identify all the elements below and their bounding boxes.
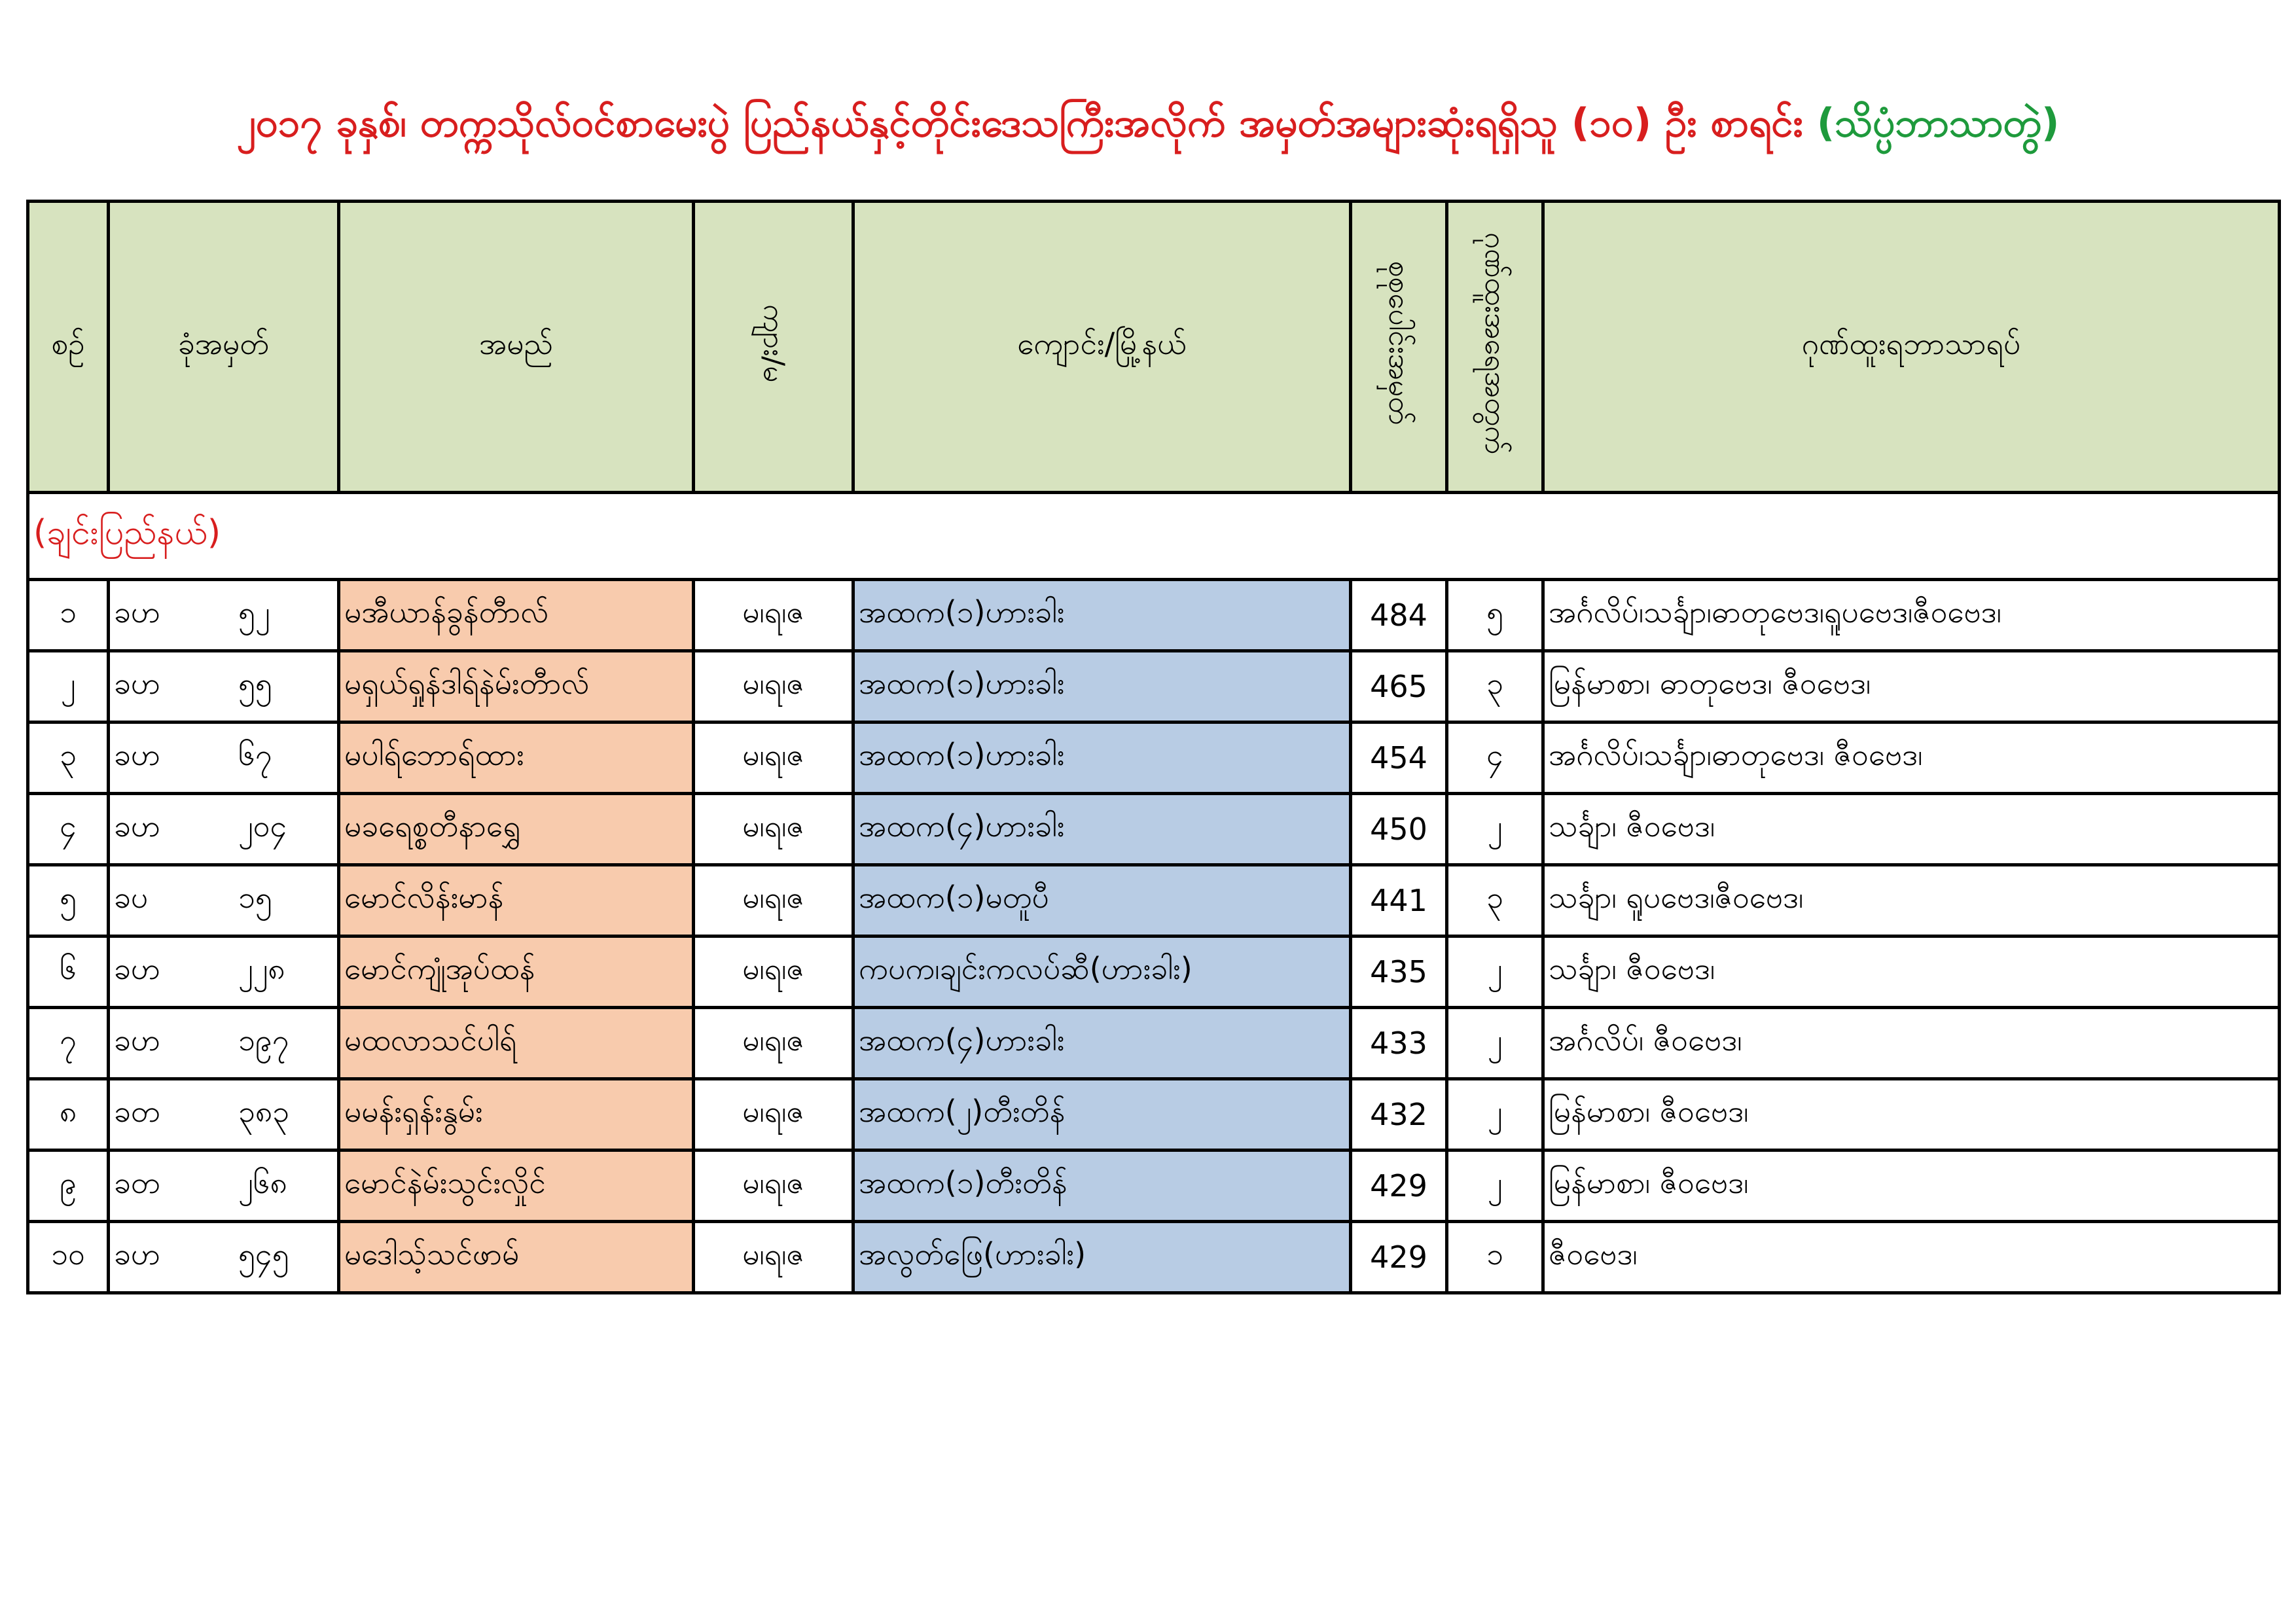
header-row [28,202,2280,493]
cell-distinctions: ၂ [1447,1150,1543,1222]
cell-school: အထက(၄)ဟားခါး [853,794,1351,865]
roll-number: ၁၉၇ [238,1022,289,1058]
cell-gender: မ၊ရ၊ဇ [694,580,853,651]
table-row [28,794,2280,865]
cell-name: မခရေစ္စတီနာရွှေ [339,794,694,865]
header-no: စဉ် [28,202,109,493]
table-row [28,1222,2280,1293]
cell-roll [109,722,339,794]
cell-gender: မ၊ရ၊ဇ [694,1079,853,1150]
cell-subjects: အင်္ဂလိပ်၊သင်္ချာ၊ဓာတုဗေဒ၊ရူပဗေဒ၊ဇီဝဗေဒ၊ [1543,580,2280,651]
cell-school: အထက(၁)မတူပီ [853,865,1351,936]
cell-name: မမန်းရှန်းနွမ်း [339,1079,694,1150]
cell-no: ၅ [28,865,109,936]
cell-gender: မ၊ရ၊ဇ [694,1222,853,1293]
cell-subjects: ဇီဝဗေဒ၊ [1543,1222,2280,1293]
cell-distinctions: ၂ [1447,1079,1543,1150]
cell-gender: မ၊ရ၊ဇ [694,865,853,936]
table-row [28,1079,2280,1150]
roll-number: ၅၂ [238,594,270,630]
cell-name: မောင်ကျုံအုပ်ထန် [339,936,694,1008]
cell-gender: မ၊ရ၊ဇ [694,1150,853,1222]
cell-total: 432 [1351,1079,1447,1150]
cell-distinctions: ၃ [1447,651,1543,722]
roll-prefix: ခဟ [114,1236,160,1272]
header-school: ကျောင်း/မြို့နယ် [853,202,1351,493]
roll-prefix: ခဟ [114,808,160,844]
header-total-label: စုစုပေါင်းအမှတ် [1382,261,1416,425]
cell-school: ကပက၊ချင်းကလပ်ဆီ(ဟားခါး) [853,936,1351,1008]
cell-no: ၁ [28,580,109,651]
results-table [26,200,2281,1294]
cell-roll [109,1079,339,1150]
roll-prefix: ခဟ [114,1022,160,1058]
cell-distinctions: ၄ [1447,722,1543,794]
roll-prefix: ခဟ [114,950,160,986]
roll-prefix: ခတ [114,1093,160,1129]
header-gender [694,202,853,493]
cell-school: အထက(၁)တီးတိန် [853,1150,1351,1222]
table-row [28,1150,2280,1222]
cell-subjects: သင်္ချာ၊ ရူပဗေဒ၊ဇီဝဗေဒ၊ [1543,865,2280,936]
table-row [28,580,2280,651]
cell-total: 484 [1351,580,1447,651]
roll-number: ၂၀၄ [238,808,287,844]
roll-number: ၃၈၃ [238,1093,290,1129]
table-row [28,936,2280,1008]
cell-name: မောင်နဲမ်းသွင်းလှိုင် [339,1150,694,1222]
cell-no: ၃ [28,722,109,794]
cell-roll [109,1222,339,1293]
section-row [28,493,2280,580]
header-distinctions [1447,202,1543,493]
cell-total: 454 [1351,722,1447,794]
cell-total: 441 [1351,865,1447,936]
header-distinctions-label: ဂုဏ်ထူးအရေအတွက် [1479,232,1512,455]
roll-prefix: ခဟ [114,736,160,772]
cell-school: အလွတ်ဖြေ(ဟားခါး) [853,1222,1351,1293]
cell-total: 429 [1351,1222,1447,1293]
cell-no: ၈ [28,1079,109,1150]
cell-total: 433 [1351,1008,1447,1079]
cell-name: မောင်လိန်းမာန် [339,865,694,936]
cell-no: ၉ [28,1150,109,1222]
cell-no: ၄ [28,794,109,865]
header-name: အမည် [339,202,694,493]
cell-distinctions: ၃ [1447,865,1543,936]
cell-name: မပါရ်ဘောရ်ထား [339,722,694,794]
roll-number: ၅၄၅ [238,1236,289,1272]
title-stream: (သိပ္ပံဘာသာတွဲ) [1816,100,2060,146]
cell-roll [109,580,339,651]
cell-subjects: အင်္ဂလိပ်၊သင်္ချာ၊ဓာတုဗေဒ၊ ဇီဝဗေဒ၊ [1543,722,2280,794]
cell-roll [109,1008,339,1079]
roll-number: ၂၆၈ [238,1164,287,1200]
roll-prefix: ခဟ [114,594,160,630]
cell-gender: မ၊ရ၊ဇ [694,651,853,722]
cell-gender: မ၊ရ၊ဇ [694,722,853,794]
cell-total: 465 [1351,651,1447,722]
cell-school: အထက(၄)ဟားခါး [853,1008,1351,1079]
cell-gender: မ၊ရ၊ဇ [694,936,853,1008]
cell-distinctions: ၁ [1447,1222,1543,1293]
cell-name: မထလာသင်ပါရ် [339,1008,694,1079]
table-row [28,865,2280,936]
cell-total: 450 [1351,794,1447,865]
cell-name: မအီယာန်ခွန်တီာလ် [339,580,694,651]
header-subjects: ဂုဏ်ထူးရဘာသာရပ် [1543,202,2280,493]
cell-no: ၁၀ [28,1222,109,1293]
roll-prefix: ခတ [114,1164,160,1200]
table-row [28,722,2280,794]
cell-school: အထက(၁)ဟားခါး [853,651,1351,722]
roll-number: ၆၇ [238,736,272,772]
cell-roll [109,1150,339,1222]
cell-total: 435 [1351,936,1447,1008]
table-row [28,651,2280,722]
cell-subjects: မြန်မာစာ၊ ဇီဝဗေဒ၊ [1543,1150,2280,1222]
table-row [28,1008,2280,1079]
cell-school: အထက(၁)ဟားခါး [853,722,1351,794]
cell-total: 429 [1351,1150,1447,1222]
cell-subjects: သင်္ချာ၊ ဇီဝဗေဒ၊ [1543,936,2280,1008]
cell-name: မရှယ်ရှုန်ဒါရ်နဲမ်းတီာလ် [339,651,694,722]
roll-number: ၁၅ [238,879,272,915]
section-label: (ချင်းပြည်နယ်) [28,493,2280,580]
cell-school: အထက(၁)ဟားခါး [853,580,1351,651]
cell-gender: မ၊ရ၊ဇ [694,794,853,865]
cell-name: မဒေါသ့်သင်ဖာမ် [339,1222,694,1293]
cell-gender: မ၊ရ၊ဇ [694,1008,853,1079]
page-title [0,98,2296,156]
cell-roll [109,865,339,936]
cell-roll [109,936,339,1008]
cell-no: ၆ [28,936,109,1008]
cell-distinctions: ၂ [1447,794,1543,865]
roll-prefix: ခပ [114,879,149,915]
title-main: ၂၀၁၇ ခုနှစ်၊ တက္ကသိုလ်ဝင်စာမေးပွဲ ပြည်နယ်နှင့်တိုင်းဒေသကြီးအလိုက် အမှတ်အများဆုံးရရှိသူ (၁၀) ဦး စာရင်း [236,100,1803,146]
cell-subjects: မြန်မာစာ၊ ဓာတုဗေဒ၊ ဇီဝဗေဒ၊ [1543,651,2280,722]
cell-roll [109,651,339,722]
cell-no: ၂ [28,651,109,722]
cell-school: အထက(၂)တီးတိန် [853,1079,1351,1150]
cell-no: ၇ [28,1008,109,1079]
header-total [1351,202,1447,493]
header-roll: ခုံအမှတ် [109,202,339,493]
cell-subjects: မြန်မာစာ၊ ဇီဝဗေဒ၊ [1543,1079,2280,1150]
roll-number: ၂၂၈ [238,950,285,986]
header-gender-label: ကျား/မ [757,304,791,383]
cell-distinctions: ၂ [1447,1008,1543,1079]
cell-distinctions: ၅ [1447,580,1543,651]
cell-roll [109,794,339,865]
cell-distinctions: ၂ [1447,936,1543,1008]
cell-subjects: သင်္ချာ၊ ဇီဝဗေဒ၊ [1543,794,2280,865]
roll-prefix: ခဟ [114,665,160,701]
roll-number: ၅၅ [238,665,272,701]
cell-subjects: အင်္ဂလိပ်၊ ဇီဝဗေဒ၊ [1543,1008,2280,1079]
